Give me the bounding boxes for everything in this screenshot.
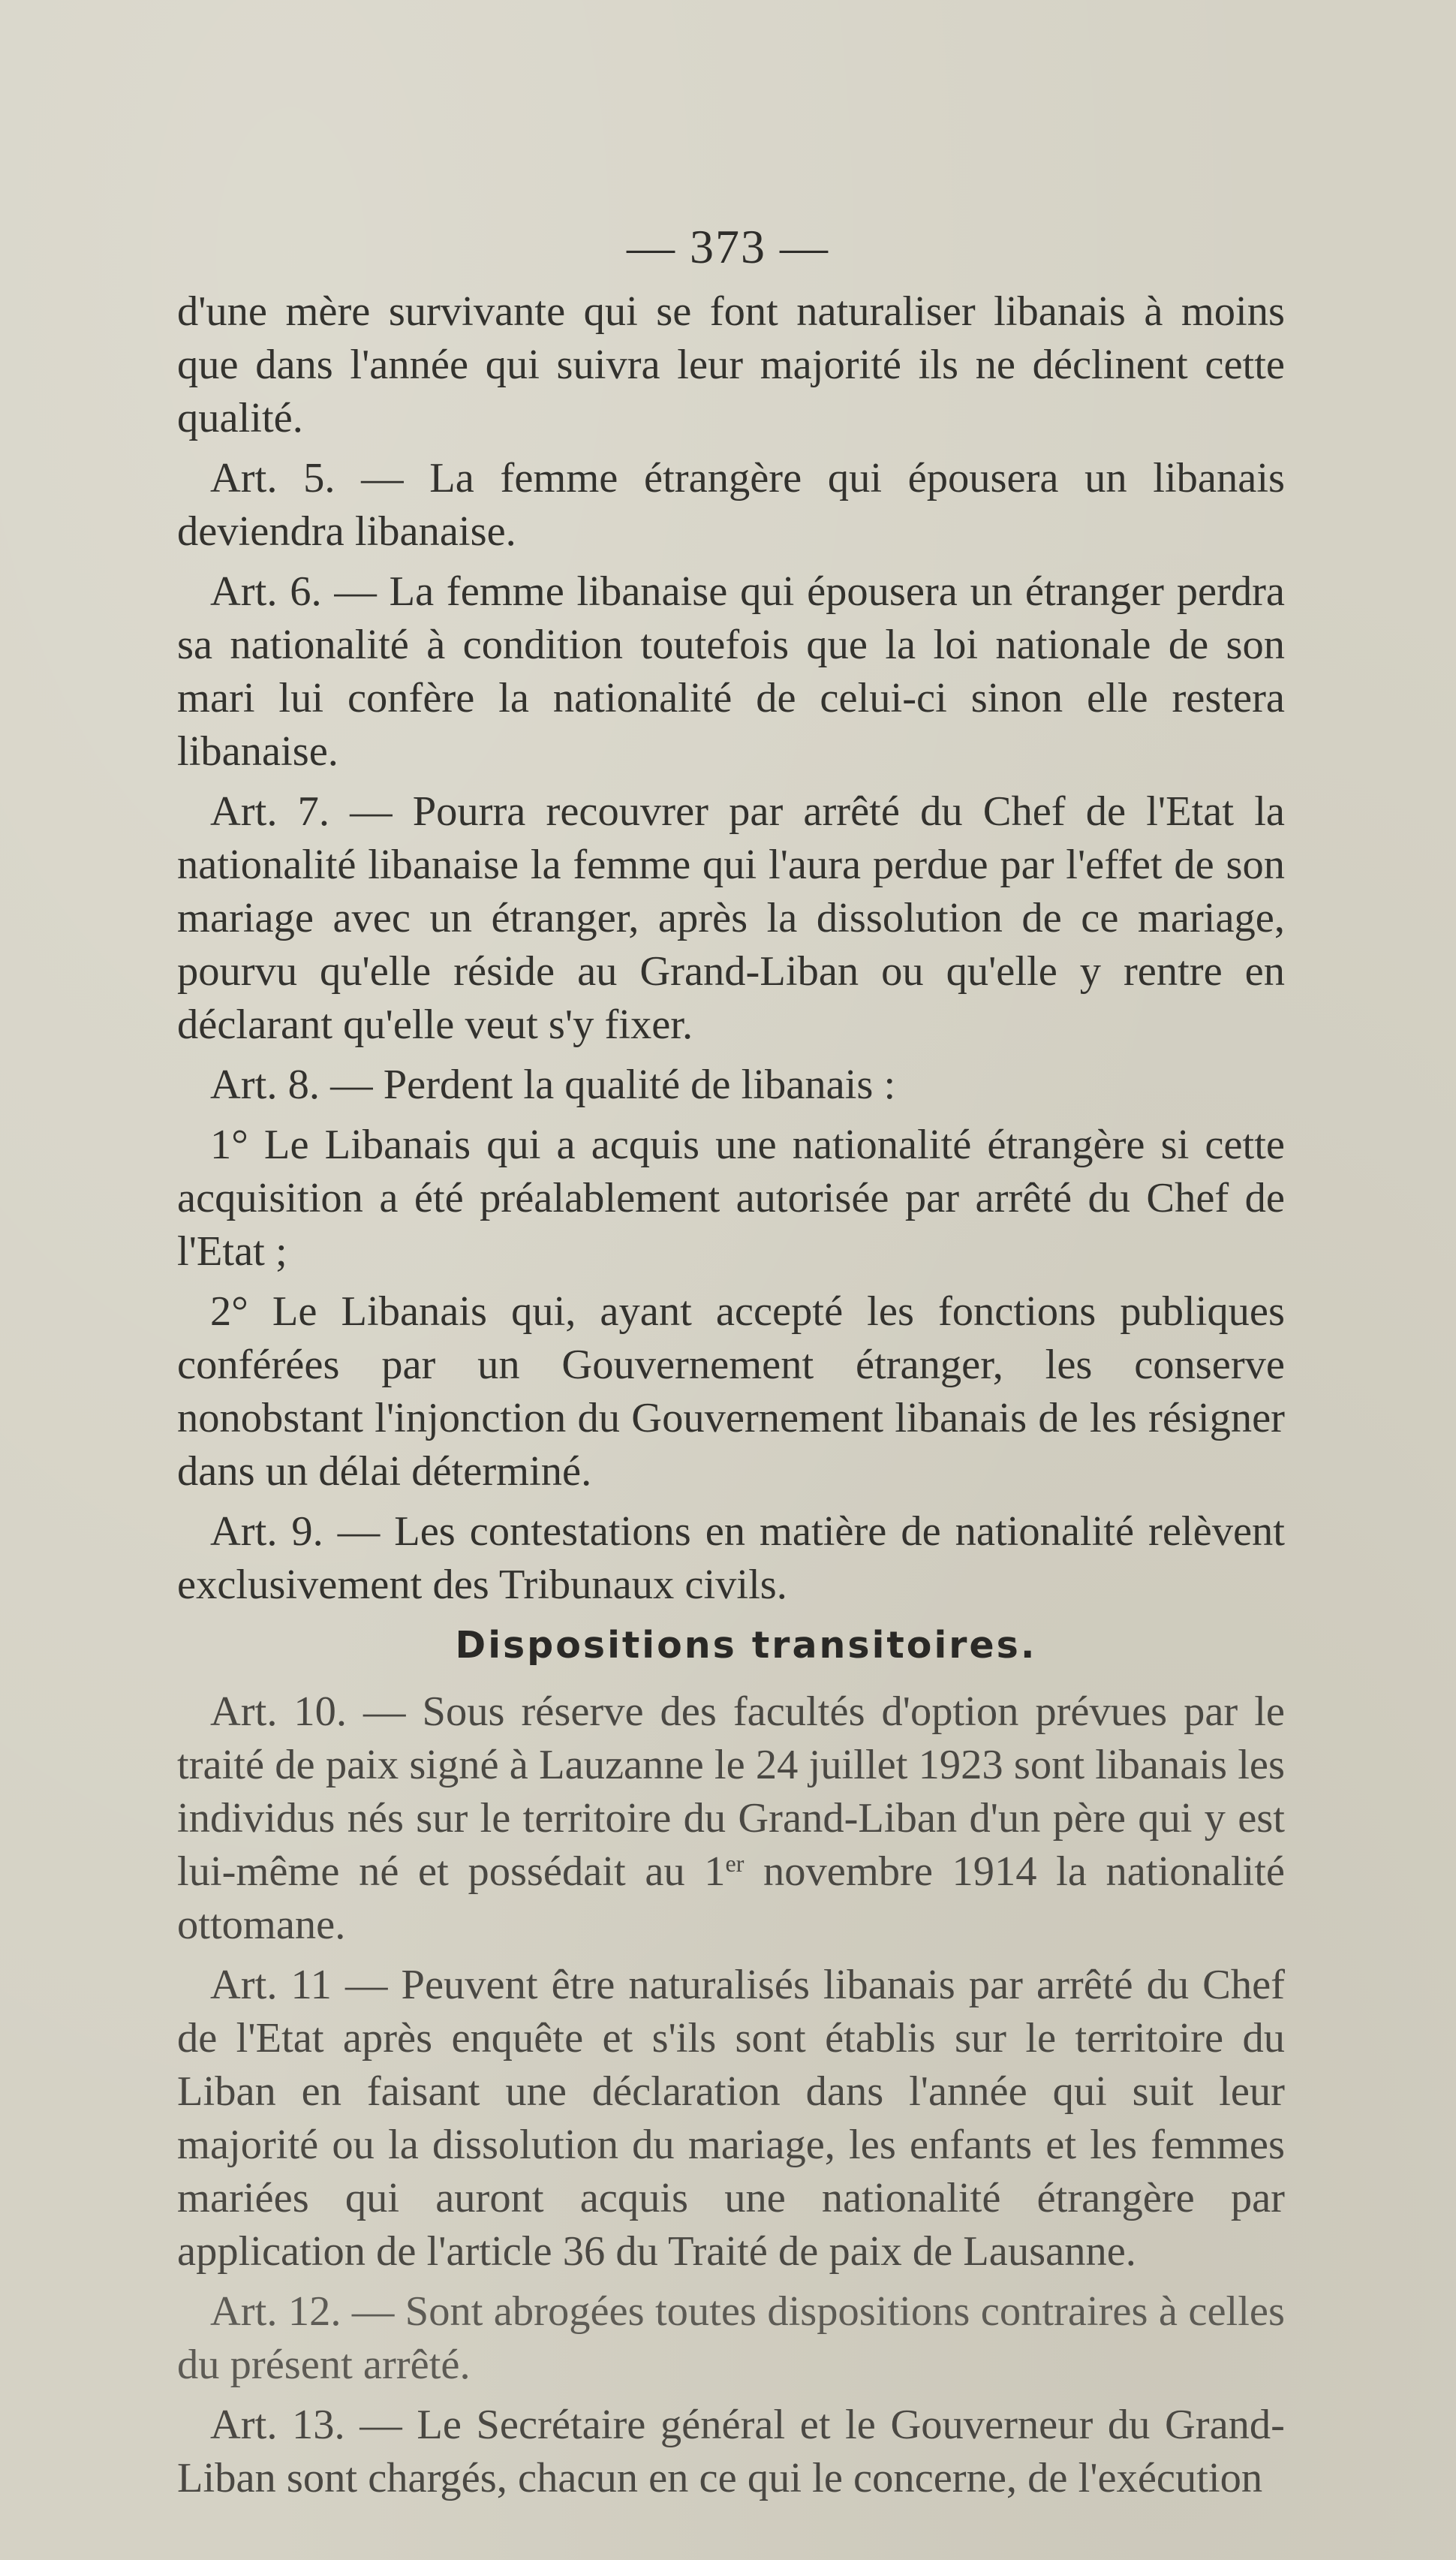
article-10-text-b: novembre 1914 la nationalité ottomane. (177, 1848, 1285, 1948)
paragraph-continuation: d'une mère survivante qui se font naturaliser libanais à moins que dans l'année qui suivra leur majorité ils ne déclinent cette qualité. (177, 288, 1285, 441)
body-text (177, 285, 1285, 2512)
article-11: Art. 11 — Peuvent être naturalisés libanais par arrêté du Chef de l'Etat après enquête et s'ils sont établis sur le territoire du Liban en faisant une déclaration dans l'année qui suit leur majorité ou la dissolution du mariage, les enfants et les femmes mariées qui auront acquis une nationalité étrangère par application de l'article 36 du Traité de paix de Lausanne. (177, 1962, 1285, 2275)
article-13: Art. 13. — Le Secrétaire général et le Gouverneur du Grand-Liban sont chargés, chacun en ce qui le concerne, de l'exécution (177, 2402, 1285, 2501)
article-6: Art. 6. — La femme libanaise qui épousera un étranger perdra sa nationalité à condition toutefois que la loi nationale de son mari lui confère la nationalité de celui-ci sinon elle restera libanaise. (177, 568, 1285, 775)
article-9: Art. 9. — Les contestations en matière de nationalité relèvent exclusivement des Tribunaux civils. (177, 1508, 1285, 1608)
article-12: Art. 12. — Sont abrogées toutes dispositions contraires à celles du présent arrêté. (177, 2288, 1285, 2388)
article-7: Art. 7. — Pourra recouvrer par arrêté du Chef de l'Etat la nationalité libanaise la femme qui l'aura perdue par l'effet de son mariage avec un étranger, après la dissolution de ce mariage, pourvu qu'elle réside au Grand-Liban ou qu'elle y rentre en déclarant qu'elle veut s'y fixer. (177, 788, 1285, 1048)
article-10-superscript: er (725, 1850, 745, 1877)
article-8-item-2: 2° Le Libanais qui, ayant accepté les fonctions publiques conférées par un Gouvernement étranger, les conserve nonobstant l'injonction du Gouvernement libanais de les résigner dans un délai déterminé. (177, 1288, 1285, 1495)
article-5: Art. 5. — La femme étrangère qui épousera un libanais deviendra libanaise. (177, 455, 1285, 555)
article-8: Art. 8. — Perdent la qualité de libanais : (210, 1062, 896, 1108)
article-10-text-a: Art. 10. — Sous réserve des facultés d'option prévues par le traité de paix signé à Lauzanne le 24 juillet 1923 sont libanais les individus nés sur le territoire du Grand-Liban d'un père qui y est lui-même né et possédait au 1 (177, 1688, 1285, 1895)
section-heading: Dispositions transitoires. (455, 1624, 1037, 1667)
article-10 (177, 1685, 1285, 1952)
article-8-item-1: 1° Le Libanais qui a acquis une nationalité étrangère si cette acquisition a été préalablement autorisée par arrêté du Chef de l'Etat ; (177, 1122, 1285, 1275)
page-number: — 373 — (627, 220, 829, 273)
